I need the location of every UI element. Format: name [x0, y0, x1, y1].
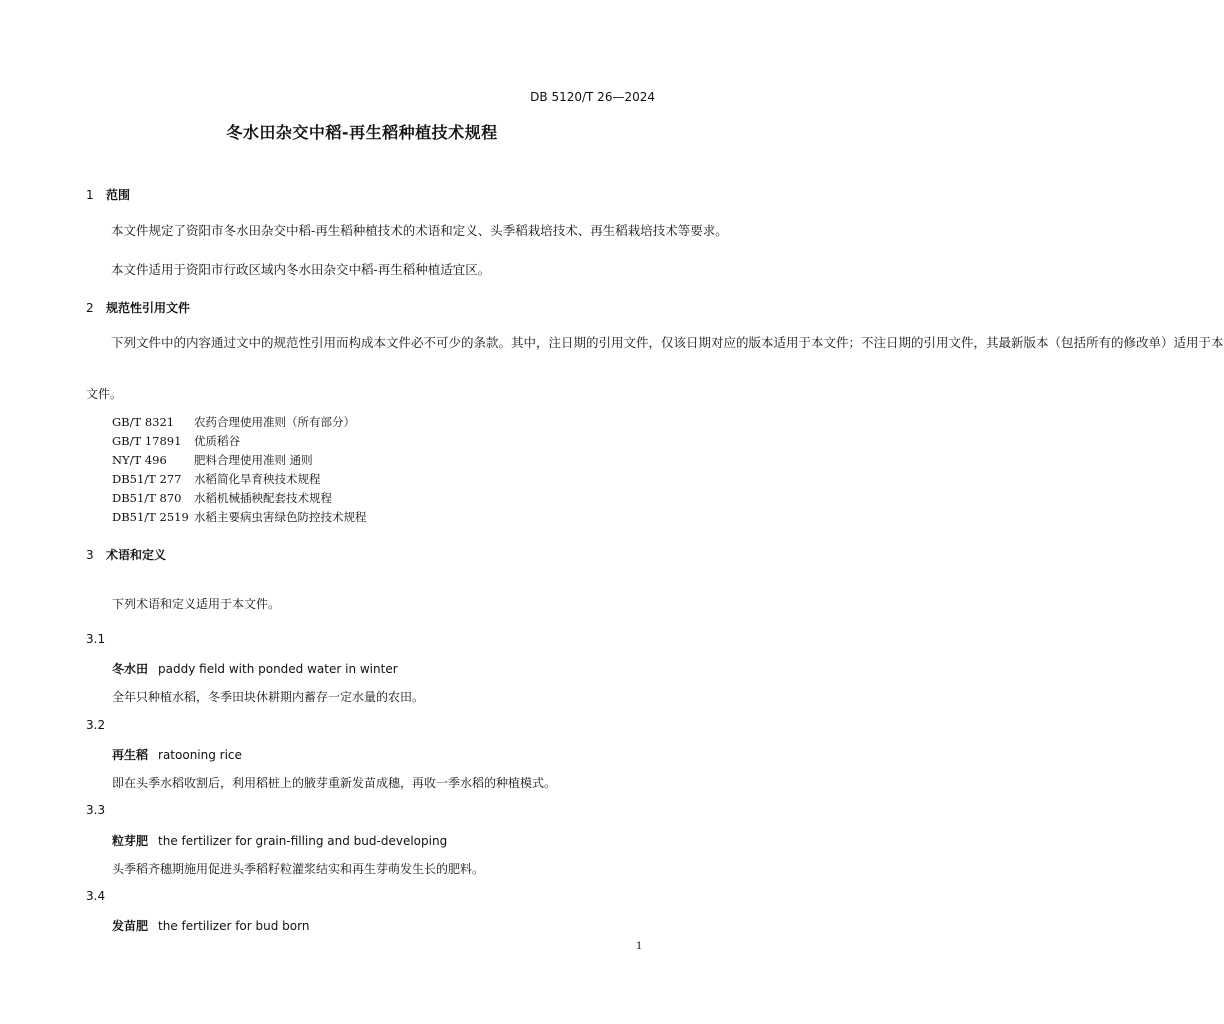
reference-title: 农药合理使用准则（所有部分） [194, 415, 355, 429]
section-2-heading [86, 299, 190, 316]
term-number: 3.4 [86, 889, 106, 903]
term-entry [112, 746, 242, 763]
reference-code: GB/T 17891 [112, 434, 182, 448]
term-number: 3.3 [86, 803, 106, 817]
reference-title: 优质稻谷 [194, 434, 240, 448]
section-number: 1 [86, 188, 94, 202]
reference-code: DB51/T 277 [112, 472, 182, 486]
reference-item [112, 509, 367, 525]
term-english: ratooning rice [158, 748, 242, 762]
reference-code: NY/T 496 [112, 453, 167, 467]
reference-item [112, 433, 240, 449]
applicability-paragraph: 本文件适用于资阳市行政区域内冬水田杂交中稻-再生稻种植适宜区。 [111, 262, 491, 277]
term-number: 3.2 [86, 718, 106, 732]
section-number: 2 [86, 301, 94, 315]
reference-item [112, 490, 332, 506]
section-1-heading [86, 186, 130, 203]
document-code: DB 5120/T 26—2024 [530, 90, 655, 104]
term-definition: 头季稻齐穗期施用促进头季稻籽粒灌浆结实和再生芽萌发生长的肥料。 [112, 862, 485, 876]
normative-references-paragraph: 下列文件中的内容通过文中的规范性引用而构成本文件必不可少的条款。其中，注日期的引用文件，仅该日期对应的版本适用于本文件；不注日期的引用文件，其最新版本（包括所有的修改单）适用于本 [111, 335, 1224, 350]
term-number: 3.1 [86, 632, 106, 646]
reference-item [112, 471, 321, 487]
section-number: 3 [86, 548, 94, 562]
reference-item [112, 414, 355, 430]
term-english: the fertilizer for grain-filling and bud-developing [158, 834, 448, 848]
term-entry [112, 832, 447, 849]
term-english: paddy field with ponded water in winter [158, 662, 398, 676]
term-chinese: 再生稻 [112, 748, 149, 762]
reference-title: 肥料合理使用准则 通则 [194, 453, 313, 467]
reference-title: 水稻机械插秧配套技术规程 [194, 491, 332, 505]
section-title: 规范性引用文件 [106, 301, 191, 315]
term-definition: 即在头季水稻收割后，利用稻桩上的腋芽重新发苗成穗，再收一季水稻的种植模式。 [112, 776, 557, 790]
term-definition: 全年只种植水稻，冬季田块休耕期内蓄存一定水量的农田。 [112, 690, 425, 704]
term-entry [112, 917, 309, 934]
section-title: 术语和定义 [106, 548, 167, 562]
reference-item [112, 452, 313, 468]
reference-code: GB/T 8321 [112, 415, 175, 429]
section-title: 范围 [106, 188, 131, 202]
term-entry [112, 660, 398, 677]
term-chinese: 发苗肥 [112, 919, 149, 933]
term-chinese: 冬水田 [112, 662, 149, 676]
reference-code: DB51/T 2519 [112, 510, 189, 524]
reference-title: 水稻简化旱育秧技术规程 [194, 472, 321, 486]
reference-code: DB51/T 870 [112, 491, 182, 505]
page-number: 1 [636, 941, 643, 952]
normative-references-paragraph-end: 文件。 [86, 387, 123, 401]
section-3-heading [86, 546, 166, 563]
term-english: the fertilizer for bud born [158, 919, 310, 933]
reference-title: 水稻主要病虫害绿色防控技术规程 [194, 510, 367, 524]
term-chinese: 粒芽肥 [112, 834, 149, 848]
document-title: 冬水田杂交中稻-再生稻种植技术规程 [226, 123, 498, 142]
scope-paragraph: 本文件规定了资阳市冬水田杂交中稻-再生稻种植技术的术语和定义、头季稻栽培技术、再生稻栽培技术等要求。 [111, 223, 728, 238]
terms-intro: 下列术语和定义适用于本文件。 [112, 597, 281, 611]
